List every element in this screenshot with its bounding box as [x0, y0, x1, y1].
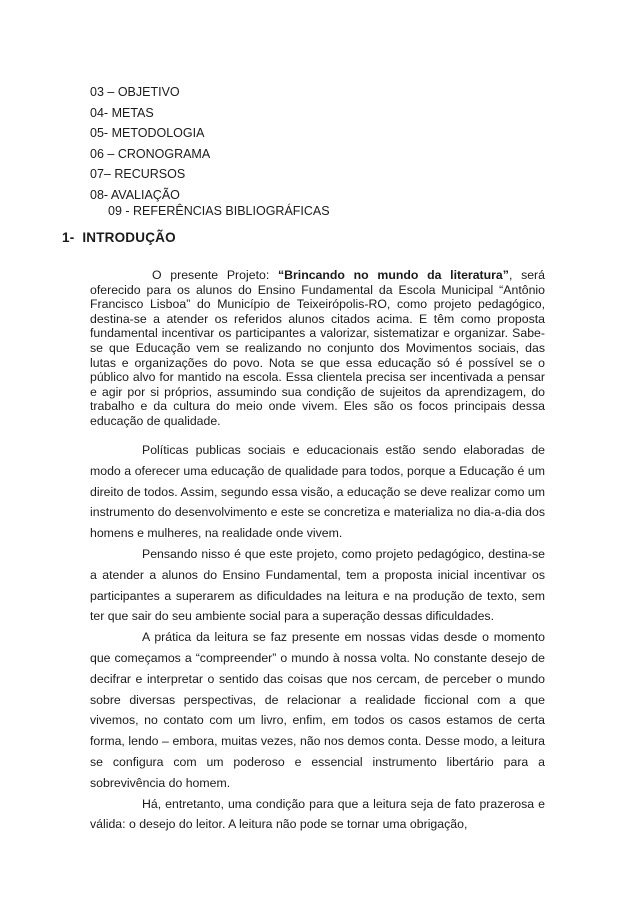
intro-paragraph-4: A prática da leitura se faz presente em nossas vidas desde o momento que começamos a “compreender” o mundo à nossa volta. No constante desejo de decifrar e interpretar o sentido das coisas que nos cercam, de perceber o mundo sobre diversas perspectivas, de relacionar a realidade ficcional com a que vivemos, no contato com um livro, enfim, em todos os casos estamos de certa forma, lendo – embora, muitas vezes, não nos demos conta. Desse modo, a leitura se configura com um poderoso e essencial instrumento libertário para a sobrevivência do homem. — [90, 630, 545, 790]
toc-item-recursos: 07– RECURSOS — [90, 167, 186, 181]
toc-item-objetivo: 03 – OBJETIVO — [90, 85, 180, 99]
toc-item-avaliacao: 08- AVALIAÇÃO — [90, 187, 180, 202]
intro-paragraph-5: Há, entretanto, uma condição para que a leitura seja de fato prazerosa e válida: o desejo do leitor. A leitura não pode se tornar uma obrigação, — [90, 796, 545, 832]
section-number: 1- — [62, 230, 75, 245]
project-title: “Brincando no mundo da literatura” — [277, 268, 509, 282]
toc-item-metas: 04- METAS — [90, 105, 154, 120]
intro-body — [90, 440, 545, 835]
toc-item-metodologia: 05- METODOLOGIA — [90, 126, 205, 140]
toc-item-cronograma: 06 – CRONOGRAMA — [90, 146, 211, 161]
intro-paragraph-2: Políticas publicas sociais e educacionais estão sendo elaboradas de modo a oferecer uma educação de qualidade para todos, porque a Educação é um direito de todos. Assim, segundo essa visão, a educação se deve realizar como um instrumento do desenvolvimento e este se concretiza e materializa no dia-a-dia dos homens e mulheres, na realidade onde vivem. — [90, 443, 545, 541]
table-of-contents — [90, 82, 330, 217]
intro-paragraph-1: O presente Projeto: “Brincando no mundo da literatura”, será oferecido para os alunos do Ensino Fundamental da Escola Municipal “Antônio Francisco Lisboa” do Município de Teixeirópolis-RO, como projeto pedagógico, destina-se a atender os referidos alunos citados acima. E têm como proposta fundamental incentivar os participantes a valorizar, sistematizar e organizar. Sabe-se que Educação vem se realizando no conjunto dos Movimentos sociais, das lutas e organizações do povo. Nota se que essa educação só é possível se o público alvo for mantido na escola. Essa clientela precisa ser incentivada a pensar e agir por si próprios, assumindo sua condição de sujeitos da aprendizagem, do trabalho e da cultura do meio onde vivem. Eles são os focos principais dessa educação de qualidade. — [90, 268, 545, 428]
section-heading — [62, 230, 176, 245]
toc-item-referencias: 09 - REFERÊNCIAS BIBLIOGRÁFICAS — [108, 204, 330, 218]
section-title: INTRODUÇÃO — [82, 230, 176, 245]
intro-paragraph-3: Pensando nisso é que este projeto, como projeto pedagógico, destina-se a atender a alunos do Ensino Fundamental, tem a proposta inicial incentivar os participantes a superarem as dificuldades na leitura e na produção de texto, sem ter que sair do seu ambiente social para a superação dessas dificuldades. — [90, 546, 545, 624]
